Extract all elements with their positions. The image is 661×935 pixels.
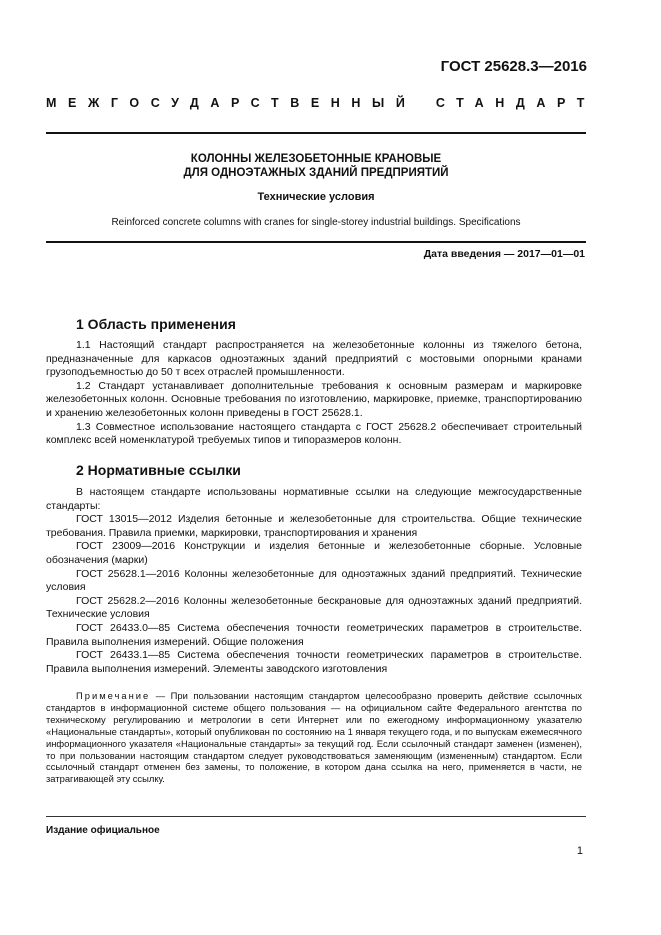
paragraph: 1.2 Стандарт устанавливает дополнительные требования к основным размерам и маркировке железобетонных колонн. Основные требования по изготовлению, маркировке, приемке, транспортированию и хранению железобетонных колонн приведены в ГОСТ 25628.1. xyxy=(46,379,582,419)
reference-item: ГОСТ 26433.0—85 Система обеспечения точности геометрических параметров в строительстве. Правила выполнения измерений. Общие положения xyxy=(46,621,582,648)
note-label: Примечание xyxy=(76,690,151,701)
paragraph: 1.1 Настоящий стандарт распространяется на железобетонные колонны из тяжелого бетона, предназначенные для каркасов одноэтажных зданий предприятий с мостовыми опорными кранами грузоподъемностью до 50 т всех отраслей промышленности. xyxy=(46,339,582,379)
note-text: — При пользовании настоящим стандартом целесообразно проверить действие ссылочных стандартов в информационной системе общего пользования — на официальном сайте Федерального агентства по техническому регулированию и метрологии в сети Интернет или по ежегодному информационному указателю «Национальные стандарты», который опубликован по состоянию на 1 января текущего года, и по выпускам ежемесячного информационного указателя «Национальные стандарты» за текущий год. Если ссылочный стандарт заменен (изменен), то при пользовании настоящим стандартом следует руководствоваться заменяющим (измененным) стандартом. Если ссылочный стандарт отменен без замены, то положение, в котором дана ссылка на него, применяется в части, не затрагивающей эту ссылку. xyxy=(46,690,582,785)
header-rule xyxy=(46,132,586,134)
reference-item: ГОСТ 13015—2012 Изделия бетонные и железобетонные для строительства. Общие технические требования. Правила приемки, маркировки, транспортирования и хранения xyxy=(46,513,582,539)
footer-rule xyxy=(46,816,586,817)
title-line-1: КОЛОННЫ ЖЕЛЕЗОБЕТОННЫЕ КРАНОВЫЕ xyxy=(190,153,442,165)
section-2-heading: 2 Нормативные ссылки xyxy=(76,462,241,478)
reference-item: ГОСТ 25628.1—2016 Колонны железобетонные для одноэтажных зданий предприятий. Технические условия xyxy=(46,567,582,594)
title-rule xyxy=(46,241,586,243)
category-word-interstate: МЕЖГОСУДАРСТВЕННЫЙ xyxy=(46,96,417,110)
paragraph: В настоящем стандарте использованы нормативные ссылки на следующие межгосударственные стандарты: xyxy=(46,486,582,512)
title-line-2: ДЛЯ ОДНОЭТАЖНЫХ ЗДАНИЙ ПРЕДПРИЯТИЙ xyxy=(183,167,449,179)
category-word-standard: СТАНДАРТ xyxy=(435,96,596,110)
section-1-heading: 1 Область применения xyxy=(76,316,236,332)
paragraph: 1.3 Совместное использование настоящего стандарта с ГОСТ 25628.2 обеспечивает строительный комплекс всей номенклатурой требуемых типов и типоразмеров колонн. xyxy=(46,420,582,447)
introduction-date: Дата введения — 2017—01—01 xyxy=(423,248,585,260)
document-title xyxy=(46,152,586,180)
page-number: 1 xyxy=(576,845,583,857)
official-edition-label: Издание официальное xyxy=(46,825,160,836)
reference-item: ГОСТ 26433.1—85 Система обеспечения точности геометрических параметров в строительстве. Правила выполнения измерений. Элементы заводского изготовления xyxy=(46,649,582,675)
english-title: Reinforced concrete columns with cranes for single-storey industrial buildings. Specifications xyxy=(111,217,521,228)
note-paragraph xyxy=(46,690,582,785)
document-subtitle: Технические условия xyxy=(257,191,375,203)
section-1-body xyxy=(46,339,582,448)
note-block xyxy=(46,690,582,785)
reference-item: ГОСТ 25628.2—2016 Колонны железобетонные бескрановые для одноэтажных зданий предприятий. Технические условия xyxy=(46,594,582,621)
reference-item: ГОСТ 23009—2016 Конструкции и изделия бетонные и железобетонные сборные. Условные обозначения (марки) xyxy=(46,540,582,566)
standard-code: ГОСТ 25628.3—2016 xyxy=(440,58,587,75)
section-2-body xyxy=(46,486,582,676)
